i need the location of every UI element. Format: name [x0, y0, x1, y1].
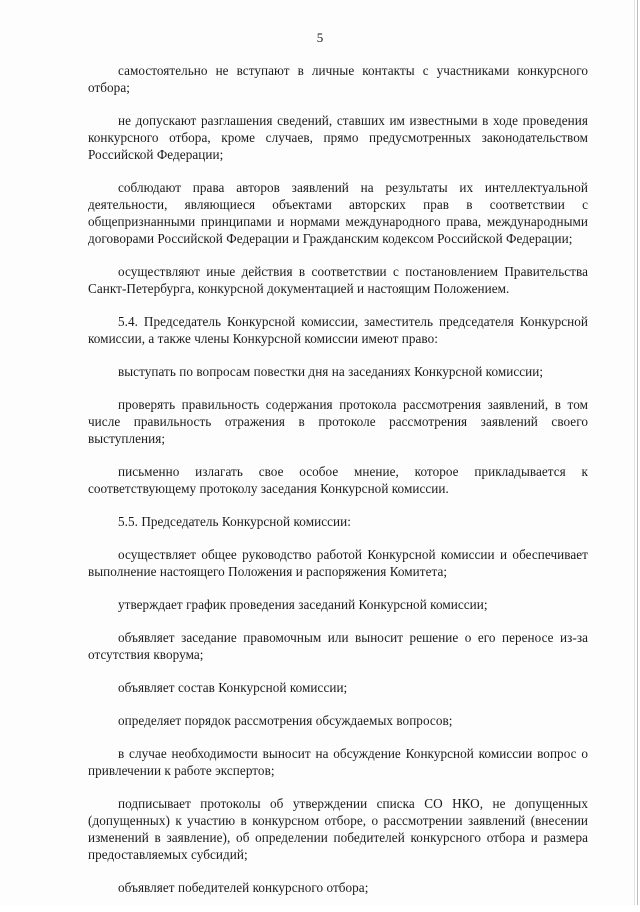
paragraph: не допускают разглашения сведений, ставших им известными в ходе проведения конкурсного отбора, кроме случаев, прямо предусмотренных законодательством Российской Федерации; — [88, 113, 588, 162]
paragraph: 5.5. Председатель Конкурсной комиссии: — [118, 514, 351, 529]
paragraph: определяет порядок рассмотрения обсуждаемых вопросов; — [118, 713, 453, 728]
paragraph: 5.4. Председатель Конкурсной комиссии, заместитель председателя Конкурсной комиссии, а также члены Конкурсной комиссии имеют право: — [88, 314, 588, 346]
page-edge-shadow — [634, 0, 635, 905]
paragraph: осуществляют иные действия в соответствии с постановлением Правительства Санкт-Петербурга, конкурсной документацией и настоящим Положением. — [88, 264, 588, 296]
paragraph: осуществляет общее руководство работой Конкурсной комиссии и обеспечивает выполнение настоящего Положения и распоряжения Комитета; — [88, 547, 588, 579]
paragraph: объявляет заседание правомочным или выносит решение о его переносе из-за отсутствия кворума; — [88, 630, 588, 662]
paragraph: проверять правильность содержания протокола рассмотрения заявлений, в том числе правильность отражения в протоколе рассмотрения заявлений своего выступления; — [88, 397, 588, 446]
paragraph: письменно излагать свое особое мнение, которое прикладывается к соответствующему протоколу заседания Конкурсной комиссии. — [88, 464, 588, 496]
paragraph: утверждает график проведения заседаний Конкурсной комиссии; — [118, 597, 488, 612]
paragraph: подписывает протоколы об утверждении списка СО НКО, не допущенных (допущенных) к участию в конкурсном отборе, о рассмотрении заявлений (внесении изменений в заявление), об определении победителей конкурсного отбора и размера предоставляемых субсидий; — [88, 796, 588, 862]
paragraph: объявляет состав Конкурсной комиссии; — [118, 680, 348, 695]
paragraph: объявляет победителей конкурсного отбора; — [118, 880, 369, 895]
paragraph: в случае необходимости выносит на обсуждение Конкурсной комиссии вопрос о привлечении к работе экспертов; — [88, 746, 588, 778]
page-edge — [637, 0, 638, 905]
paragraph: выступать по вопросам повестки дня на заседаниях Конкурсной комиссии; — [118, 364, 544, 379]
paragraph: соблюдают права авторов заявлений на результаты их интеллектуальной деятельности, являющиеся объектами авторских прав в соответствии с общепризнанными принципами и нормами международного права, международными договорами Российской Федерации и Гражданским кодексом Российской Федерации; — [88, 180, 588, 246]
paragraph: самостоятельно не вступают в личные контакты с участниками конкурсного отбора; — [88, 63, 588, 95]
document-body — [88, 62, 588, 912]
page-number: 5 — [316, 30, 324, 45]
